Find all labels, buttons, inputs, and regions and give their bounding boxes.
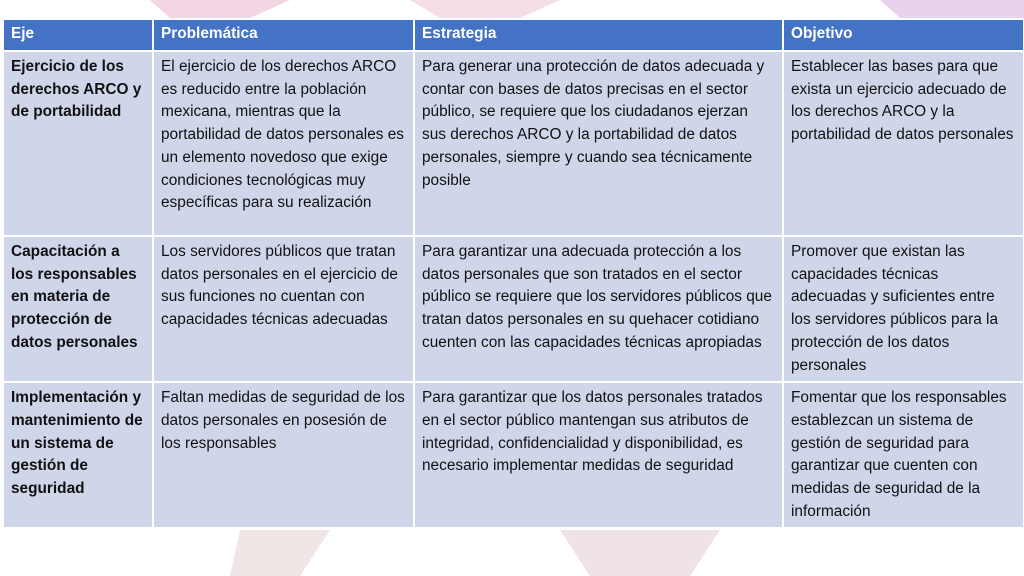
cell-objetivo: Fomentar que los responsables establezcan un sistema de gestión de seguridad para garantizar que cuenten con medidas de seguridad de la información xyxy=(783,382,1024,528)
table-row xyxy=(3,382,1024,528)
cell-problematica: Faltan medidas de seguridad de los datos personales en posesión de los responsables xyxy=(153,382,414,528)
bottom-accent-shape-right xyxy=(560,530,720,576)
cell-problematica: Los servidores públicos que tratan datos personales en el ejercicio de sus funciones no cuentan con capacidades técnicas adecuadas xyxy=(153,236,414,382)
cell-eje: Implementación y mantenimiento de un sistema de gestión de seguridad xyxy=(3,382,153,528)
table-row xyxy=(3,236,1024,382)
cell-objetivo: Promover que existan las capacidades técnicas adecuadas y suficientes entre los servidores públicos para la protección de los datos personales xyxy=(783,236,1024,382)
column-header-problematica: Problemática xyxy=(153,19,414,51)
cell-eje: Ejercicio de los derechos ARCO y de portabilidad xyxy=(3,51,153,236)
table-header-row xyxy=(3,19,1024,51)
column-header-estrategia: Estrategia xyxy=(414,19,783,51)
column-header-objetivo: Objetivo xyxy=(783,19,1024,51)
cell-estrategia: Para garantizar una adecuada protección a los datos personales que son tratados en el sector público se requiere que los servidores públicos que tratan datos personales en su quehacer cotidiano cuenten con las capacidades técnicas apropiadas xyxy=(414,236,783,382)
strategy-table xyxy=(2,18,1024,529)
pink-accent-shape-mid xyxy=(410,0,560,18)
cell-eje: Capacitación a los responsables en materia de protección de datos personales xyxy=(3,236,153,382)
strategy-table-container xyxy=(2,18,1023,529)
cell-objetivo: Establecer las bases para que exista un ejercicio adecuado de los derechos ARCO y la portabilidad de datos personales xyxy=(783,51,1024,236)
cell-problematica: El ejercicio de los derechos ARCO es reducido entre la población mexicana, mientras que la portabilidad de datos personales es un elemento novedoso que exige condiciones tecnológicas muy específicas para su realización xyxy=(153,51,414,236)
table-row xyxy=(3,51,1024,236)
cell-estrategia: Para garantizar que los datos personales tratados en el sector público mantengan sus atributos de integridad, confidencialidad y disponibilidad, es necesario implementar medidas de seguridad xyxy=(414,382,783,528)
pink-accent-shape-left xyxy=(150,0,290,18)
purple-accent-shape-right xyxy=(880,0,1024,18)
bottom-accent-shape-left xyxy=(230,530,330,576)
cell-estrategia: Para generar una protección de datos adecuada y contar con bases de datos precisas en el sector público, se requiere que los ciudadanos ejerzan sus derechos ARCO y la portabilidad de datos personales, siempre y cuando sea técnicamente posible xyxy=(414,51,783,236)
column-header-eje: Eje xyxy=(3,19,153,51)
